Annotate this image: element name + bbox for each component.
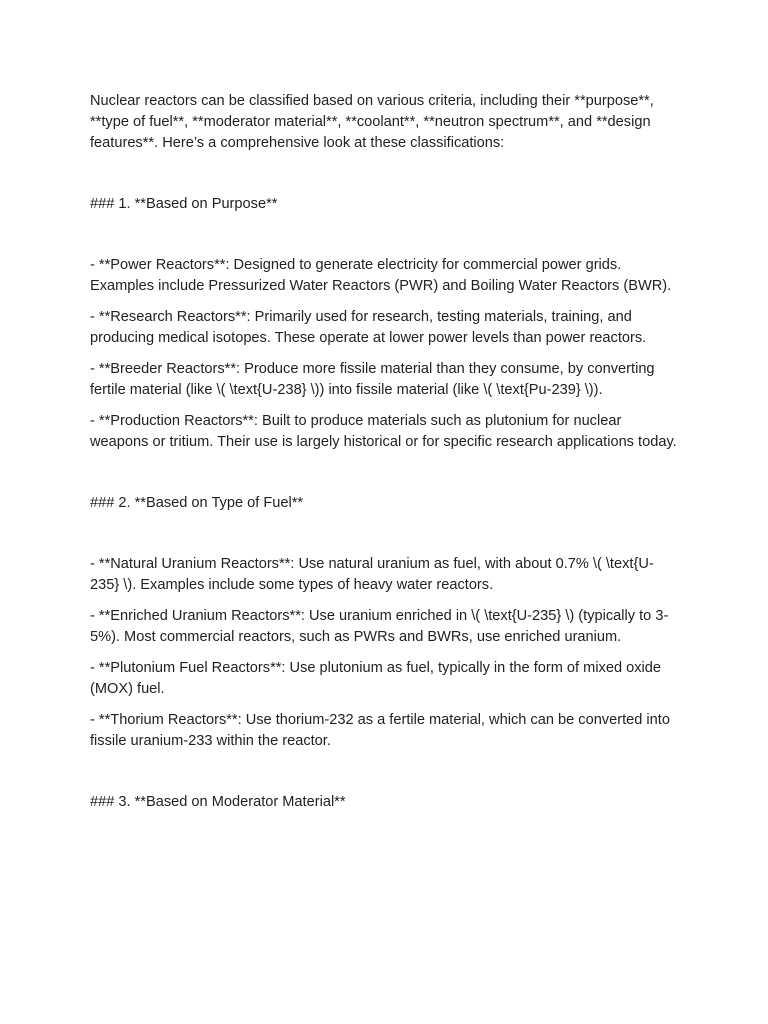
list-item: - **Thorium Reactors**: Use thorium-232 as a fertile material, which can be converted into fissile uranium-233 within the reactor. — [90, 712, 670, 749]
list-item: - **Breeder Reactors**: Produce more fissile material than they consume, by converting fertile material (like \( \text{U-238} \)) into fissile material (like \( \text{Pu-239} \)). — [90, 361, 655, 398]
list-item: - **Production Reactors**: Built to produce materials such as plutonium for nuclear weapons or tritium. Their use is largely historical or for specific research applications today. — [90, 413, 677, 450]
section-heading: ### 2. **Based on Type of Fuel** — [90, 495, 304, 511]
section-heading: ### 3. **Based on Moderator Material** — [90, 794, 346, 810]
section-heading: ### 1. **Based on Purpose** — [90, 196, 278, 212]
list-item: - **Plutonium Fuel Reactors**: Use plutonium as fuel, typically in the form of mixed oxide (MOX) fuel. — [90, 660, 662, 697]
list-item: - **Natural Uranium Reactors**: Use natural uranium as fuel, with about 0.7% \( \text{U-235} \). Examples include some types of heavy water reactors. — [90, 556, 654, 593]
document-page — [90, 91, 678, 813]
intro-paragraph: Nuclear reactors can be classified based on various criteria, including their **purpose**, **type of fuel**, **moderator material**, **coolant**, **neutron spectrum**, and **design features**. Here’s a comprehensive look at these classifications: — [90, 93, 654, 151]
list-item: - **Power Reactors**: Designed to generate electricity for commercial power grids. Examples include Pressurized Water Reactors (PWR) and Boiling Water Reactors (BWR). — [90, 257, 672, 294]
list-item: - **Research Reactors**: Primarily used for research, testing materials, training, and producing medical isotopes. These operate at lower power levels than power reactors. — [90, 309, 647, 346]
list-item: - **Enriched Uranium Reactors**: Use uranium enriched in \( \text{U-235} \) (typically to 3-5%). Most commercial reactors, such as PWRs and BWRs, use enriched uranium. — [90, 608, 669, 645]
